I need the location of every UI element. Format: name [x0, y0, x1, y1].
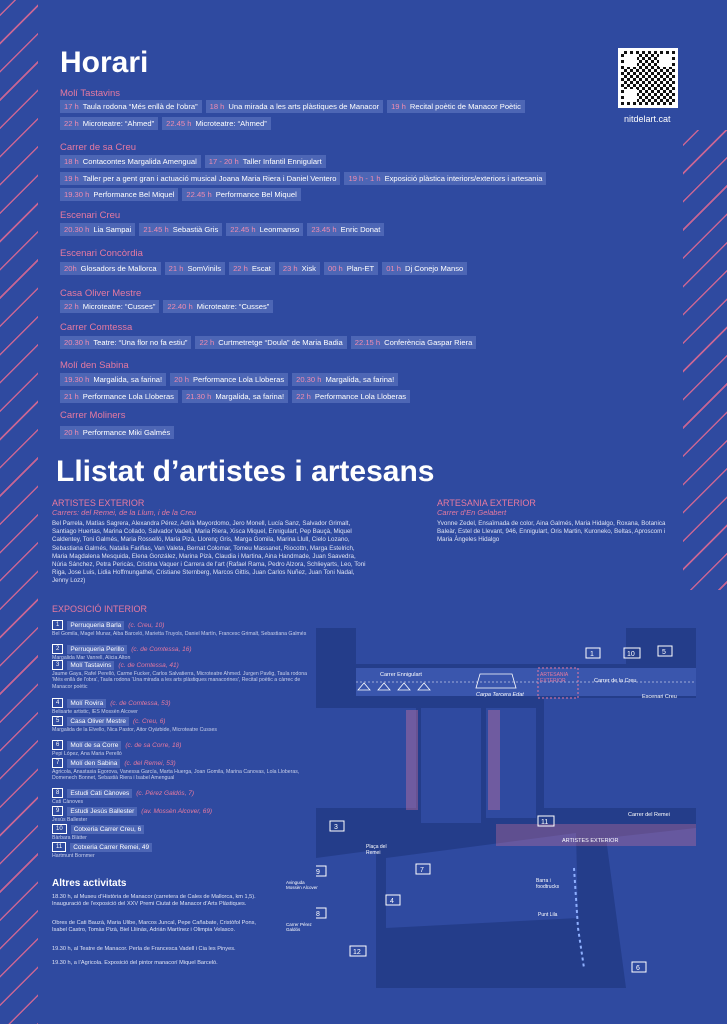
map-label-carpa: Carpa Tercera Edat — [476, 692, 524, 698]
schedule-row — [60, 188, 301, 201]
section-title-llistat: Llistat d’artistes i artesans — [56, 455, 435, 488]
event-name: Taller per a gent gran i actuació musical Joana Maria Riera i Daniel Ventero — [82, 174, 337, 183]
event-time: 23 h — [282, 264, 298, 273]
altres-title: Altres activitats — [52, 878, 127, 889]
exposicio-name: Molí de sa Corre — [67, 741, 121, 750]
exposicio-item[interactable] — [52, 698, 312, 715]
event-chip[interactable] — [351, 336, 477, 349]
schedule-row — [60, 262, 467, 275]
event-chip[interactable] — [170, 373, 288, 386]
event-chip[interactable] — [344, 172, 546, 185]
event-name: Teatre: “Una flor no fa estiu” — [93, 338, 188, 347]
event-name: Margalida, sa farina! — [215, 392, 285, 401]
exposicio-head — [52, 660, 312, 670]
artesania-title: ARTESANIA EXTERIOR — [437, 498, 536, 508]
event-chip[interactable] — [279, 262, 320, 275]
map-label-placa: Plaça del Remei — [366, 844, 387, 856]
event-time: 20.30 h — [296, 375, 322, 384]
altres-p4: 19.30 h, a l’Agricola. Exposició del pintor manacorí Miquel Barceló. — [52, 960, 218, 966]
exposicio-number: 6 — [52, 740, 63, 750]
event-chip[interactable] — [206, 100, 383, 113]
map-label-artistes: ARTISTES EXTERIOR — [562, 838, 619, 844]
exposicio-address: (c. Creu, 6) — [132, 717, 166, 725]
exposicio-name: Casa Oliver Mestre — [67, 717, 129, 726]
exposicio-head — [52, 620, 312, 630]
exposicio-desc: Belisarte artistic, IES Mossèn Alcover — [52, 709, 138, 715]
exposicio-head — [52, 824, 312, 834]
map-label-escenari: Escenari Creu — [642, 694, 677, 700]
event-chip[interactable] — [182, 188, 300, 201]
event-name: Dj Conejo Manso — [404, 264, 464, 273]
event-chip[interactable] — [60, 336, 191, 349]
event-time: 18 h — [64, 157, 79, 166]
venue-title: Escenari Concòrdia — [60, 248, 143, 259]
exposicio-item[interactable] — [52, 716, 312, 733]
exterior-artists-text: Bel Parrela, Matías Sagrera, Alexandra Pérez, Adrià Mayordomo, Jero Monell, Lucía Sanz, Salvador Grimalt, Santiago Huertas, Marina Collado, Salvador Vadell, Maria Riera, Xisca Miquel, Ennigulart, Pep Bauçà, Miquel Caldentey, Toni Galmés, Maria Rosselló, Maria Pizà, Llorenç Gris, Marga Gomila, Marina Llull, Cielo Lozano, Sebastiana Galmés, Natalia Farifias, Van Valeta, Bernat Colomar, Tomeu Massanet, Riocottn, Marga Estelrich, Maria Magdalena Mesquida, Elena González, Marina Pizà, Claudia i Martina, Aina Handmade, Juan Saavedra, Núria Sánchez, Petra Pericàs, Cristina Vaquer i Carrera de l'art (Rafael Rama, Pedro Alzora, Schlieyarts, Leo, Toni Riga, Jose Luis, Lidia Hoffmungathel, Cristiane Sternberg, Marcos Gittis, Juan Carlos Nuñez, Juan Toni Nadal, Jenny Lozz) — [52, 520, 366, 585]
exposicio-title: EXPOSICIÓ INTERIOR — [52, 604, 148, 614]
event-chip[interactable] — [60, 300, 159, 313]
map-label-barra: Barra i foodtrucks — [536, 878, 560, 890]
exposicio-number: 8 — [52, 788, 63, 798]
exposicio-desc: Jesús Ballester — [52, 817, 88, 823]
exposicio-address: (c. de sa Corre, 18) — [125, 741, 182, 749]
event-time: 23.45 h — [311, 225, 337, 234]
event-time: 19 h - 1 h — [348, 174, 381, 183]
map-label-remei: Carrer del Remei — [628, 812, 670, 818]
schedule-row — [60, 336, 476, 349]
exterior-title: ARTISTES EXTERIOR — [52, 498, 145, 508]
exposicio-desc: Cati Cànoves — [52, 799, 84, 805]
event-chip[interactable] — [226, 223, 303, 236]
event-name: Performance Lola Lloberas — [192, 375, 285, 384]
svg-text:12: 12 — [353, 949, 361, 956]
exposicio-desc: Pepi López, Ana Maria Perelló — [52, 751, 122, 757]
exposicio-item[interactable] — [52, 842, 312, 859]
event-name: Enric Donat — [340, 225, 381, 234]
event-time: 21 h — [64, 392, 79, 401]
event-chip[interactable] — [229, 262, 275, 275]
venue-title: Escenari Creu — [60, 210, 121, 221]
event-time: 22.15 h — [354, 338, 381, 347]
exterior-subtitle: Carrers: del Remei, de la Llum, i de la Creu — [52, 508, 197, 517]
altres-p2: Obres de Cati Bauzà, Maria Ulibe, Marcos Juncal, Pepe Cañabate, Cristòfol Pons, Isabel Castro, Tomàs Pizà, Biel Lliinàs, Adrián Martínez i Olimpia Velasco. — [52, 920, 256, 933]
event-name: Performance Miki Galmés — [82, 428, 171, 437]
schedule-row — [60, 100, 525, 113]
exposicio-number: 3 — [52, 660, 63, 670]
event-name: Plan-ET — [346, 264, 375, 273]
event-chip[interactable] — [307, 223, 384, 236]
event-time: 20 h — [174, 375, 189, 384]
event-chip[interactable] — [205, 155, 326, 168]
event-time: 19 h — [64, 174, 79, 183]
exposicio-number: 10 — [52, 824, 67, 834]
event-name: Performance Lola Lloberas — [314, 392, 407, 401]
schedule-row — [60, 390, 410, 403]
exposicio-item[interactable] — [52, 660, 312, 690]
event-time: 22 h — [233, 264, 248, 273]
venue-title: Carrer de sa Creu — [60, 142, 137, 153]
svg-text:10: 10 — [627, 651, 635, 658]
exposicio-desc: Bàrbara Blàtter — [52, 835, 87, 841]
exposicio-item[interactable] — [52, 620, 312, 637]
exposicio-number: 7 — [52, 758, 63, 768]
svg-text:4: 4 — [390, 898, 394, 905]
event-time: 22 h — [199, 338, 215, 347]
svg-text:6: 6 — [636, 965, 640, 972]
event-chip[interactable] — [163, 300, 273, 313]
map-label-perez: Carrer Pérez Galdós — [286, 922, 312, 932]
event-chip[interactable] — [139, 223, 222, 236]
exposicio-name: Perruqueria Barla — [67, 621, 124, 630]
event-time: 19.30 h — [64, 190, 90, 199]
svg-text:1: 1 — [590, 651, 594, 658]
map-label-punt: Punt Lila — [538, 912, 558, 918]
exposicio-desc: Margalida Mar Vanrell, Alicia Alton — [52, 655, 131, 661]
exposicio-item[interactable] — [52, 758, 312, 782]
schedule-row — [60, 172, 546, 185]
exposicio-number: 1 — [52, 620, 63, 630]
exposicio-item[interactable] — [52, 644, 312, 661]
altres-p1: 18.30 h, al Museu d’Història de Manacor (carretera de Cales de Mallorca, km 1,5). Inauguració de l’exposició del XXV Premi Ciutat de Manacor d’Arts Plàstiques. — [52, 894, 256, 907]
event-time: 21 h — [168, 264, 184, 273]
event-chip[interactable] — [292, 373, 398, 386]
event-time: 17 - 20 h — [208, 157, 239, 166]
event-chip[interactable] — [60, 262, 161, 275]
event-time: 20.30 h — [64, 338, 90, 347]
event-name: Exposició plàstica interiors/exteriors i artesania — [384, 174, 543, 183]
event-time: 22 h — [296, 392, 311, 401]
exposicio-number: 5 — [52, 716, 63, 726]
exposicio-head — [52, 698, 312, 708]
schedule-row — [60, 426, 174, 439]
artesania-text: Yvonne Zedel, Ensaïmada de color, Aina Galmés, Maria Hidalgo, Roxana, Botanica Baleàr, Estel de Llevant, 946, Ennigulart, Oris Martin, Kuroneko, Beltas, Aproscom i Maria Àngeles Hidalgo — [437, 520, 666, 544]
exposicio-desc: Jaume Gaya, Rafel Perelló, Carme Fucker, Carlos Salvatierra, Microteatre Ahmed. Jurgen Pavlig, Taula rodona 'Més enllà de l'obra', Taula rodona 'Una mirada a les arts plàstiques manacorines', Recital poètic a càrrec de Manacor poètic — [52, 671, 308, 690]
event-time: 19 h — [391, 102, 406, 111]
exposicio-name: Cotxeria Carrer Creu, 6 — [71, 825, 145, 834]
event-name: Leonmanso — [259, 225, 300, 234]
event-name: Xisk — [301, 264, 316, 273]
exposicio-desc: Bel Gomila, Magel Munar, Aiba Barceló, Marietta Truyols, Daniel Martín, Francesc Grimalt, Sebastiana Galmés — [52, 631, 307, 637]
event-chip[interactable] — [292, 390, 410, 403]
event-chip[interactable] — [60, 100, 202, 113]
event-name: Microteatre: “Cusses” — [82, 302, 156, 311]
event-time: 22 h — [64, 302, 79, 311]
altres-p3: 19.30 h, al Teatre de Manacor. Perla de Francesca Vadell i Cia les Pinyes. — [52, 946, 236, 952]
event-name: Conferència Gaspar Riera — [384, 338, 473, 347]
event-time: 22.40 h — [167, 302, 193, 311]
exposicio-head — [52, 758, 312, 768]
exposicio-address: (c. del Remei, 53) — [124, 759, 176, 767]
event-name: Microteatre: “Ahmed” — [195, 119, 267, 128]
event-time: 21.30 h — [185, 392, 212, 401]
event-name: Performance Lola Lloberas — [82, 392, 174, 401]
venue-title: Molí den Sabina — [60, 360, 129, 371]
event-time: 01 h — [386, 264, 401, 273]
website-link[interactable]: nitdelart.cat — [624, 114, 671, 124]
schedule-row — [60, 117, 271, 130]
exposicio-head — [52, 842, 312, 852]
venue-title: Molí Tastavins — [60, 88, 121, 99]
event-time: 22 h — [64, 119, 79, 128]
event-time: 22.45 h — [186, 190, 212, 199]
event-name: Contacontes Margalida Amengual — [82, 157, 197, 166]
venue-title: Carrer Moliners — [60, 410, 126, 421]
svg-text:7: 7 — [420, 867, 424, 874]
exposicio-head — [52, 644, 312, 654]
event-name: Taller Infantil Ennigulart — [242, 157, 322, 166]
exposicio-head — [52, 806, 312, 816]
exposicio-head — [52, 740, 312, 750]
event-chip[interactable] — [60, 223, 135, 236]
event-time: 17 h — [64, 102, 79, 111]
exposicio-desc: Margalida de la Elvello, Nica Pastor, Aitor Oyàrbide, Microteatre Cusses — [52, 727, 217, 733]
event-name: Recital poètic de Manacor Poètic — [409, 102, 521, 111]
exposicio-number: 4 — [52, 698, 63, 708]
page-title: Horari — [60, 46, 149, 79]
exposicio-item[interactable] — [52, 740, 312, 757]
event-name: Glosadors de Mallorca — [80, 264, 157, 273]
event-time: 00 h — [327, 264, 343, 273]
event-name: Sebastià Gris — [172, 225, 219, 234]
exposicio-name: Molí Rovira — [67, 699, 106, 708]
svg-text:5: 5 — [662, 649, 666, 656]
event-name: Taula rodona “Més enllà de l’obra” — [82, 102, 198, 111]
event-chip[interactable] — [60, 373, 166, 386]
event-time: 21.45 h — [143, 225, 169, 234]
event-time: 20.30 h — [64, 225, 90, 234]
event-name: SomVinils — [187, 264, 222, 273]
exposicio-name: Molí Tastavins — [67, 661, 114, 670]
event-name: Performance Bel Miquel — [93, 190, 175, 199]
exposicio-desc: Agricola, Anastasia Egorova, Vanessa García, Marta Huerga, Joan Gomila, Marina Canovas, Lola Lloberas, Domenech Bonnet, Sebastià Riera i Isabel Amengual — [52, 769, 300, 782]
exposicio-address: (c. de Comtessa, 53) — [110, 699, 171, 707]
map[interactable] — [286, 628, 696, 988]
event-chip[interactable] — [60, 172, 340, 185]
svg-text:11: 11 — [541, 819, 549, 826]
exposicio-number: 11 — [52, 842, 66, 852]
event-name: Curtmetretge “Doula” de Maria Badia — [218, 338, 343, 347]
event-name: Lia Sampai — [93, 225, 132, 234]
schedule-row — [60, 223, 384, 236]
event-time: 19.30 h — [64, 375, 90, 384]
event-chip[interactable] — [60, 155, 201, 168]
event-chip[interactable] — [195, 336, 346, 349]
exposicio-name: Estudi Cati Cànoves — [67, 789, 132, 798]
svg-text:3: 3 — [334, 824, 338, 831]
event-time: 20 h — [64, 428, 79, 437]
exposicio-desc: Hartmunt Bornmer — [52, 853, 95, 859]
event-chip[interactable] — [165, 262, 225, 275]
exposicio-name: Molí den Sabina — [67, 759, 120, 768]
qr-code-icon[interactable] — [618, 48, 678, 108]
event-chip[interactable] — [182, 390, 288, 403]
exposicio-address: (c. de Comtessa, 16) — [131, 645, 192, 653]
exposicio-item[interactable] — [52, 806, 312, 823]
event-chip[interactable] — [60, 188, 178, 201]
event-time: 18 h — [209, 102, 225, 111]
exposicio-head — [52, 716, 312, 726]
exposicio-address: (c. Pérez Galdós, 7) — [136, 789, 195, 797]
schedule-row — [60, 155, 326, 168]
map-label-ennigulart: Carrer Ennigulart — [380, 672, 422, 678]
map-label-creu: Carrer de la Creu — [594, 678, 637, 684]
event-chip[interactable] — [382, 262, 467, 275]
event-name: Margalida, sa farina! — [93, 375, 163, 384]
exposicio-address: (c. de Comtessa, 41) — [118, 661, 179, 669]
exposicio-name: Estudi Jesús Ballester — [67, 807, 137, 816]
exposicio-address: (av. Mossèn Alcover, 69) — [141, 807, 213, 815]
event-name: Microteatre: “Cusses” — [196, 302, 270, 311]
event-name: Microteatre: “Ahmed” — [82, 119, 155, 128]
event-chip[interactable] — [60, 117, 158, 130]
event-time: 20h — [64, 264, 77, 273]
event-name: Margalida, sa farina! — [325, 375, 395, 384]
event-name: Performance Bel Miquel — [215, 190, 297, 199]
event-name: Una mirada a les arts plàstiques de Manacor — [228, 102, 380, 111]
venue-title: Casa Oliver Mestre — [60, 288, 142, 299]
event-time: 22.45 h — [230, 225, 256, 234]
exposicio-address: (c. Creu, 10) — [128, 621, 165, 629]
svg-text:8: 8 — [316, 911, 320, 918]
exposicio-name: Cotxeria Carrer Remei, 49 — [70, 843, 152, 852]
map-label-mossen: Avinguda Mossèn Alcover — [286, 880, 318, 890]
event-chip[interactable] — [324, 262, 378, 275]
exposicio-item[interactable] — [52, 824, 312, 841]
schedule-row — [60, 373, 398, 386]
svg-text:9: 9 — [316, 869, 320, 876]
event-chip[interactable] — [60, 426, 174, 439]
event-time: 22.45 h — [166, 119, 192, 128]
map-label-artesania: ARTESANIA EXTERIOR — [540, 672, 568, 684]
exposicio-number: 2 — [52, 644, 63, 654]
schedule-row — [60, 300, 273, 313]
event-chip[interactable] — [60, 390, 178, 403]
event-name: Escat — [251, 264, 271, 273]
artesania-subtitle: Carrer d’En Gelabert — [437, 508, 507, 517]
exposicio-name: Perruqueria Perillo — [67, 645, 127, 654]
exposicio-head — [52, 788, 312, 798]
event-chip[interactable] — [387, 100, 525, 113]
venue-title: Carrer Comtessa — [60, 322, 133, 333]
exposicio-number: 9 — [52, 806, 63, 816]
event-chip[interactable] — [162, 117, 271, 130]
exposicio-item[interactable] — [52, 788, 312, 805]
